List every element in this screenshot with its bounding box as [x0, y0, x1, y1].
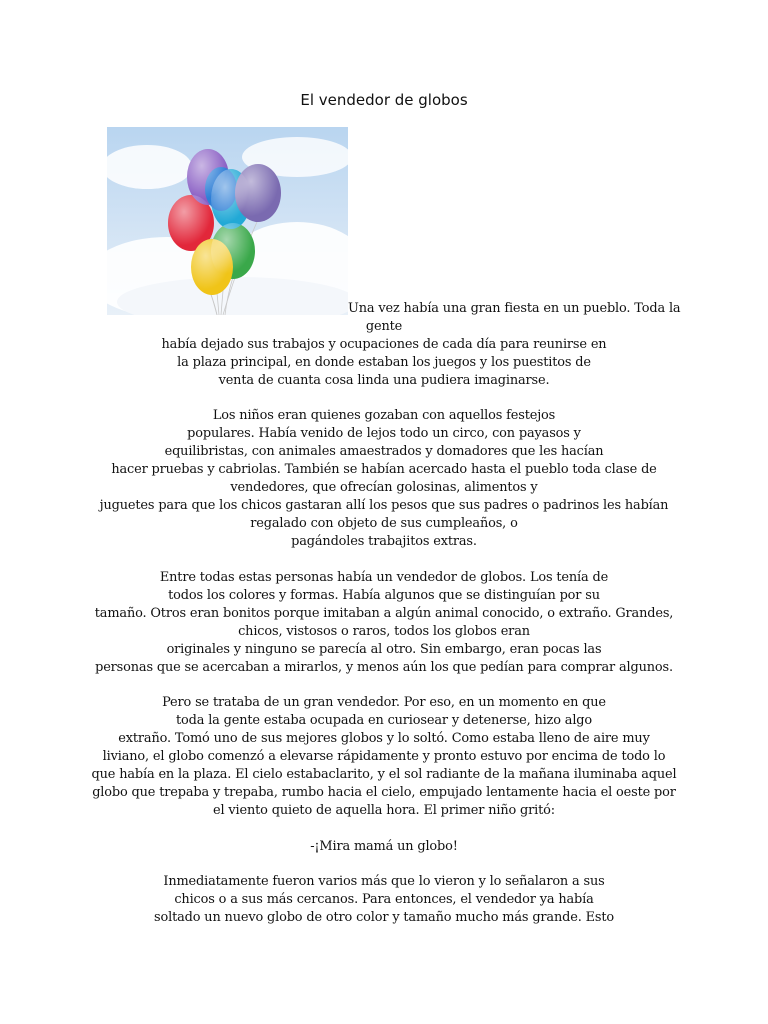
text-line: juguetes para que los chicos gastaran allí los pesos que sus padres o padrinos les habían [99, 498, 669, 513]
dialogue-line: -¡Mira mamá un globo! [310, 839, 458, 854]
text-line: Pero se trataba de un gran vendedor. Por eso, en un momento en que [162, 695, 606, 710]
text-line: Entre todas estas personas había un vendedor de globos. Los tenía de [159, 570, 609, 585]
text-line: regalado con objeto de sus cumpleaños, o [250, 516, 518, 531]
text-line: el viento quieto de aquella hora. El primer niño gritó: [213, 803, 555, 818]
text-line: Una vez había una gran fiesta en un pueblo. Toda la [348, 301, 681, 316]
text-line: tamaño. Otros eran bonitos porque imitaban a algún animal conocido, o extraño. Grandes, [94, 606, 674, 621]
text-line: soltado un nuevo globo de otro color y tamaño mucho más grande. Esto [154, 910, 614, 925]
text-line: vendedores, que ofrecían golosinas, alimentos y [230, 480, 538, 495]
text-line: personas que se acercaban a mirarlos, y menos aún los que pedían para comprar algunos. [95, 660, 673, 675]
text-line: extraño. Tomó uno de sus mejores globos y lo soltó. Como estaba lleno de aire muy [118, 731, 650, 746]
text-line: todos los colores y formas. Había algunos que se distinguían por su [168, 588, 600, 603]
text-line: chicos o a sus más cercanos. Para entonces, el vendedor ya había [174, 892, 594, 907]
text-line: que había en la plaza. El cielo estabaclarito, y el sol radiante de la mañana iluminaba aquel [91, 767, 677, 782]
balloons-icon [107, 127, 348, 315]
text-line: venta de cuanta cosa linda una pudiera imaginarse. [218, 373, 550, 388]
text-line: había dejado sus trabajos y ocupaciones de cada día para reunirse en [161, 337, 607, 352]
text-line: liviano, el globo comenzó a elevarse rápidamente y pronto estuvo por encima de todo lo [102, 749, 666, 764]
text-line: toda la gente estaba ocupada en curiosear y detenerse, hizo algo [175, 713, 593, 728]
text-line: populares. Había venido de lejos todo un circo, con payasos y [187, 426, 581, 441]
text-line: chicos, vistosos o raros, todos los globos eran [238, 624, 530, 639]
text-line: Los niños eran quienes gozaban con aquellos festejos [212, 408, 556, 423]
text-line: globo que trepaba y trepaba, rumbo hacia el cielo, empujado lentamente hacia el oeste por [92, 785, 676, 800]
text-line: pagándoles trabajitos extras. [291, 534, 477, 549]
text-line: la plaza principal, en donde estaban los juegos y los puestitos de [177, 355, 591, 370]
text-line: gente [365, 319, 403, 334]
text-line: hacer pruebas y cabriolas. También se habían acercado hasta el pueblo toda clase de [111, 462, 657, 477]
text-line: equilibristas, con animales amaestrados y domadores que les hacían [164, 444, 604, 459]
page-title: El vendedor de globos [300, 91, 468, 109]
balloons-photo [107, 127, 348, 315]
text-line: originales y ninguno se parecía al otro. Sin embargo, eran pocas las [166, 642, 602, 657]
text-line: Inmediatamente fueron varios más que lo vieron y lo señalaron a sus [163, 874, 605, 889]
